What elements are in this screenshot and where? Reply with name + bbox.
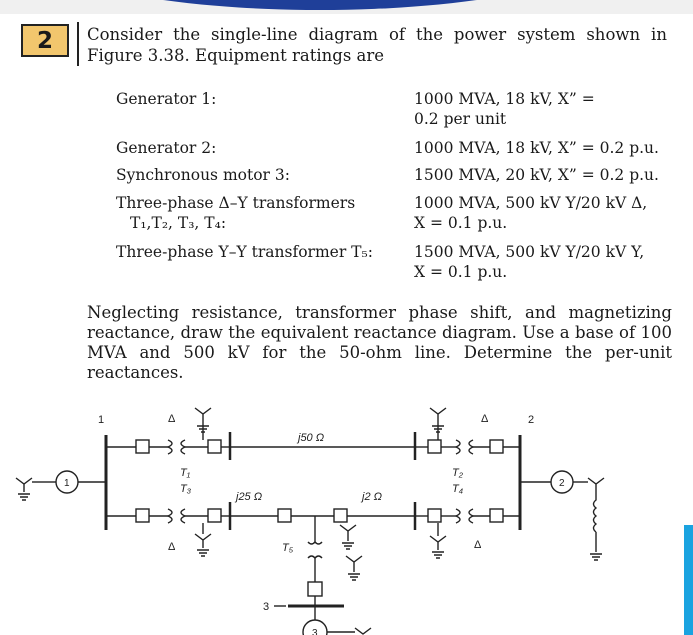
breaker-icon <box>278 509 291 522</box>
rating-value-transformers-t1-t4: X = 0.1 p.u. <box>414 214 508 232</box>
rating-value-transformer-t5: 1500 MVA, 500 kV Y/20 kV Y, <box>414 243 645 261</box>
intro-word: single-line <box>211 25 298 44</box>
bus-label-1: 1 <box>98 414 105 426</box>
intro-word: power <box>453 25 507 44</box>
delta-symbol: Δ <box>168 413 176 425</box>
ground-icon <box>340 525 356 549</box>
ground-icon <box>16 478 32 500</box>
delta-symbol: Δ <box>481 413 489 425</box>
rating-value-generator-1: 0.2 per unit <box>414 110 507 128</box>
intro-word: in <box>651 25 667 44</box>
breaker-icon <box>334 509 347 522</box>
rating-value-generator-2: 1000 MVA, 18 kV, X” = 0.2 p.u. <box>414 139 659 157</box>
transformer-t3-icon <box>168 509 185 523</box>
generator-2-label: 2 <box>559 478 565 489</box>
transformer-label-t4: T₄ <box>452 483 464 495</box>
motor-neutral <box>327 628 371 634</box>
rating-name-motor-3: Synchronous motor 3: <box>116 166 290 184</box>
rating-value-transformers-t1-t4: 1000 MVA, 500 kV Y/20 kV Δ, <box>414 194 648 212</box>
breaker-icon <box>428 440 441 453</box>
intro-word: Consider <box>87 25 163 44</box>
breaker-icon <box>428 509 441 522</box>
transformer-t4-icon <box>456 509 473 523</box>
intro-line-2: Figure 3.38. Equipment ratings are <box>87 46 385 65</box>
breaker-icon <box>208 509 221 522</box>
ground-icon <box>588 478 604 560</box>
breaker-icon <box>490 440 503 453</box>
intro-word: of <box>388 25 406 44</box>
transformer-label-t1: T₁ <box>180 467 191 479</box>
bus-label-3: 3 <box>263 601 270 613</box>
line-label-j25: j25 Ω <box>236 491 263 503</box>
rating-name-transformers-t1-t4: Three-phase Δ–Y transformers <box>116 194 356 212</box>
transformer-t1-icon <box>168 440 185 454</box>
intro-word: the <box>415 25 443 44</box>
rating-name-transformers-t1-t4: T₁,T₂, T₃, T₄: <box>130 214 227 232</box>
transformer-t5-icon <box>308 542 322 558</box>
edge-accent <box>684 525 693 635</box>
breaker-icon <box>136 440 149 453</box>
problem-number: 2 <box>36 27 53 54</box>
rating-name-generator-2: Generator 2: <box>116 139 217 157</box>
transformer-label-t2: T₂ <box>452 467 463 479</box>
ground-icon <box>346 556 362 580</box>
breaker-icon <box>490 509 503 522</box>
rating-name-transformer-t5: Three-phase Y–Y transformer T₅: <box>116 243 373 261</box>
intro-word: the <box>173 25 201 44</box>
rating-value-transformer-t5: X = 0.1 p.u. <box>414 263 508 281</box>
breaker-icon <box>208 440 221 453</box>
intro-word: diagram <box>308 25 379 44</box>
transformer-label-t5: T₅ <box>282 542 294 554</box>
rating-value-motor-3: 1500 MVA, 20 kV, X” = 0.2 p.u. <box>414 166 659 184</box>
rating-name-generator-1: Generator 1: <box>116 90 217 108</box>
ground-icon <box>430 536 446 558</box>
breaker-icon <box>136 509 149 522</box>
ground-icon <box>195 534 211 556</box>
line-label-j2: j2 Ω <box>362 491 382 503</box>
transformer-t2-icon <box>456 440 473 454</box>
delta-symbol: Δ <box>474 539 482 551</box>
motor-3-label: 3 <box>312 628 318 635</box>
instructions-paragraph: Neglecting resistance, transformer phase shift, and magnetizing reactance, draw the equivalent reactance diagram. Use a base of 100 MVA and 500 kV for the 50-ohm line. Determine the per-unit reactances. <box>87 303 672 382</box>
generator-1-label: 1 <box>64 478 70 489</box>
intro-word: system <box>517 25 576 44</box>
bus-label-2: 2 <box>528 414 535 426</box>
delta-symbol: Δ <box>168 541 176 553</box>
transformer-label-t3: T₃ <box>180 483 192 495</box>
breaker-icon <box>308 582 322 596</box>
line-label-j50: j50 Ω <box>298 432 325 444</box>
rating-value-generator-1: 1000 MVA, 18 kV, X” = <box>414 90 595 108</box>
intro-word: shown <box>586 25 641 44</box>
